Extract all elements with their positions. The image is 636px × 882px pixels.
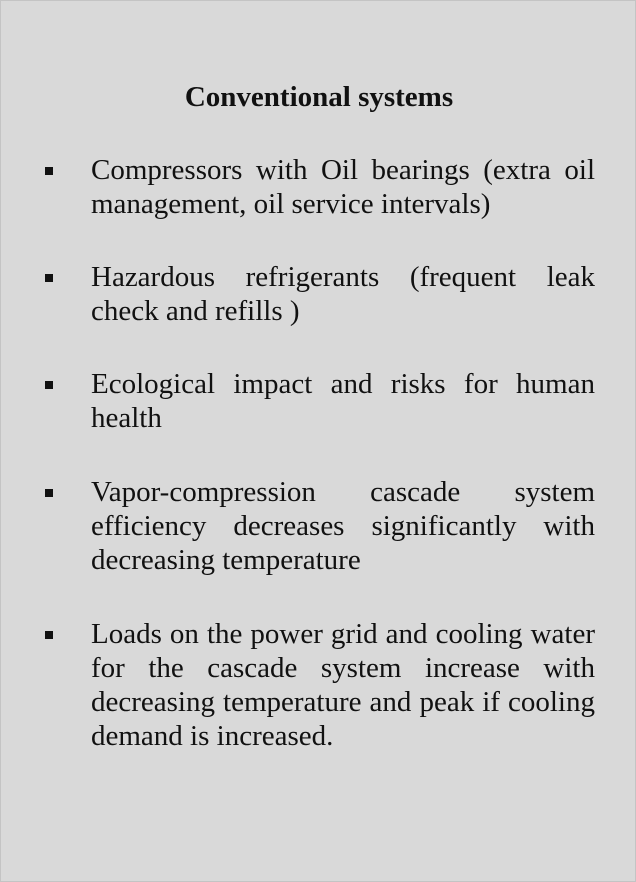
bullet-text: Loads on the power grid and cooling water for the cascade system increase with decreasing temperature and peak if cooling demand is increased. [91, 618, 595, 752]
bullet-text: Compressors with Oil bearings (extra oil management, oil service intervals) [91, 154, 595, 220]
bullet-item [39, 475, 595, 577]
bullet-text: Ecological impact and risks for human health [91, 368, 595, 434]
bullet-text: Hazardous refrigerants (frequent leak check and refills ) [91, 261, 595, 327]
square-bullet-icon [45, 167, 53, 175]
square-bullet-icon [45, 274, 53, 282]
slide-title: Conventional systems [184, 81, 454, 113]
bullet-item [39, 367, 595, 435]
square-bullet-icon [45, 381, 53, 389]
bullet-text: Vapor-compression cascade system efficiency decreases significantly with decreasing temperature [91, 476, 595, 576]
square-bullet-icon [45, 631, 53, 639]
bullet-item [39, 617, 595, 753]
square-bullet-icon [45, 489, 53, 497]
bullet-item [39, 260, 595, 328]
bullet-item [39, 153, 595, 221]
